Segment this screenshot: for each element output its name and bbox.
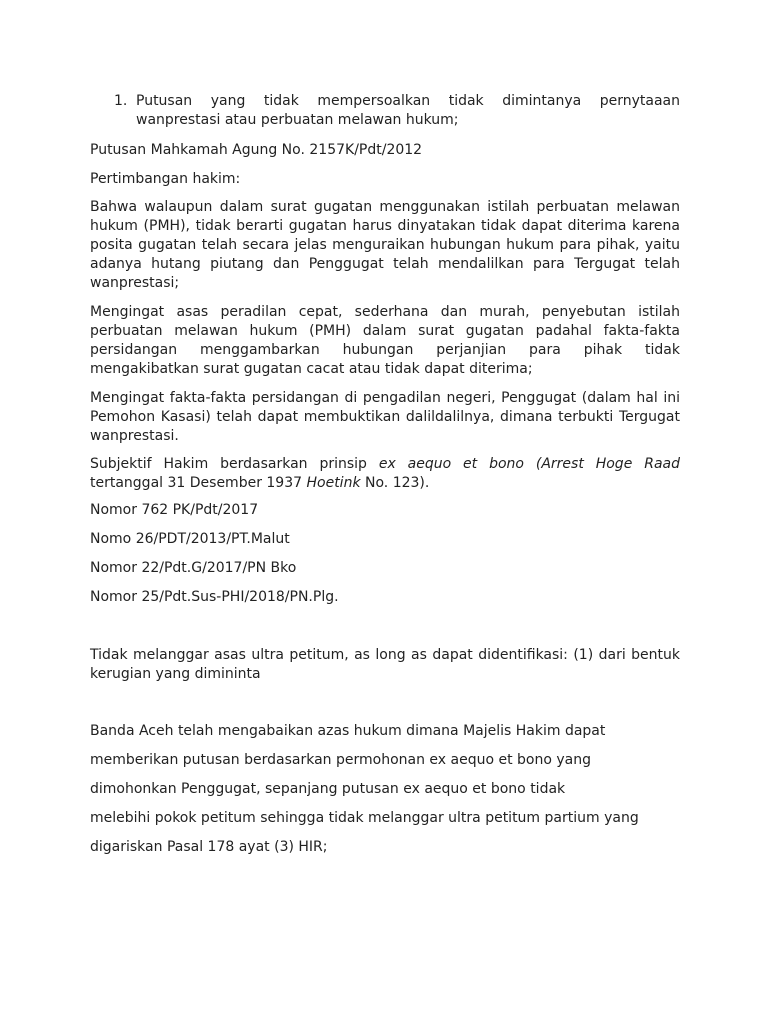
- paragraph-4-text-3: No. 123).: [360, 475, 430, 491]
- paragraph-6-line-2: memberikan putusan berdasarkan permohonan ex aequo et bono yang: [90, 752, 591, 768]
- paragraph-6-line-3: dimohonkan Penggugat, sepanjang putusan ex aequo et bono tidak: [90, 781, 566, 797]
- paragraph-4-text-1: Subjektif Hakim berdasarkan prinsip: [90, 456, 379, 472]
- paragraph-5: Tidak melanggar asas ultra petitum, as long as dapat didentifikasi: (1) dari bentuk kerugian yang dimininta: [90, 647, 680, 682]
- paragraph-2: Mengingat asas peradilan cepat, sederhana dan murah, penyebutan istilah perbuatan melawan hukum (PMH) dalam surat gugatan padahal fakta-fakta persidangan menggambarkan hubungan perjanjian para pihak tidak mengakibatkan surat gugatan cacat atau tidak dapat diterima;: [90, 304, 680, 377]
- case-number-3: Nomor 22/Pdt.G/2017/PN Bko: [90, 560, 297, 576]
- case-number-4: Nomor 25/Pdt.Sus-PHI/2018/PN.Plg.: [90, 589, 339, 605]
- paragraph-3: Mengingat fakta-fakta persidangan di pengadilan negeri, Penggugat (dalam hal ini Pemohon Kasasi) telah dapat membuktikan dalildalilnya, dimana terbukti Tergugat wanprestasi.: [90, 390, 680, 444]
- case-number-2: Nomo 26/PDT/2013/PT.Malut: [90, 531, 290, 547]
- case-number-1: Nomor 762 PK/Pdt/2017: [90, 502, 259, 518]
- paragraph-4-italic-2: Hoetink: [306, 475, 361, 491]
- consideration-heading: Pertimbangan hakim:: [90, 171, 241, 187]
- paragraph-1: Bahwa walaupun dalam surat gugatan menggunakan istilah perbuatan melawan hukum (PMH), tidak berarti gugatan harus dinyatakan tidak dapat diterima karena posita gugatan telah secara jelas menguraikan hubungan hukum para pihak, yaitu adanya hutang piutang dan Penggugat telah mendalilkan para Tergugat telah wanprestasi;: [90, 199, 680, 291]
- paragraph-4-text-2: tertanggal 31 Desember 1937: [90, 475, 307, 491]
- paragraph-6-line-1: Banda Aceh telah mengabaikan azas hukum dimana Majelis Hakim dapat: [90, 723, 606, 739]
- list-number: 1.: [114, 93, 128, 109]
- numbered-list-item: [114, 92, 680, 130]
- paragraph-4: [90, 455, 680, 493]
- paragraph-4-italic-1: ex aequo et bono (Arrest Hoge Raad: [378, 456, 680, 472]
- decision-title: Putusan Mahkamah Agung No. 2157K/Pdt/2012: [90, 142, 423, 158]
- paragraph-6-line-4: melebihi pokok petitum sehingga tidak melanggar ultra petitum partium yang: [90, 810, 639, 826]
- paragraph-6-line-5: digariskan Pasal 178 ayat (3) HIR;: [90, 839, 328, 855]
- list-item-text: Putusan yang tidak mempersoalkan tidak dimintanya pernytaaan wanprestasi atau perbuatan melawan hukum;: [136, 93, 680, 128]
